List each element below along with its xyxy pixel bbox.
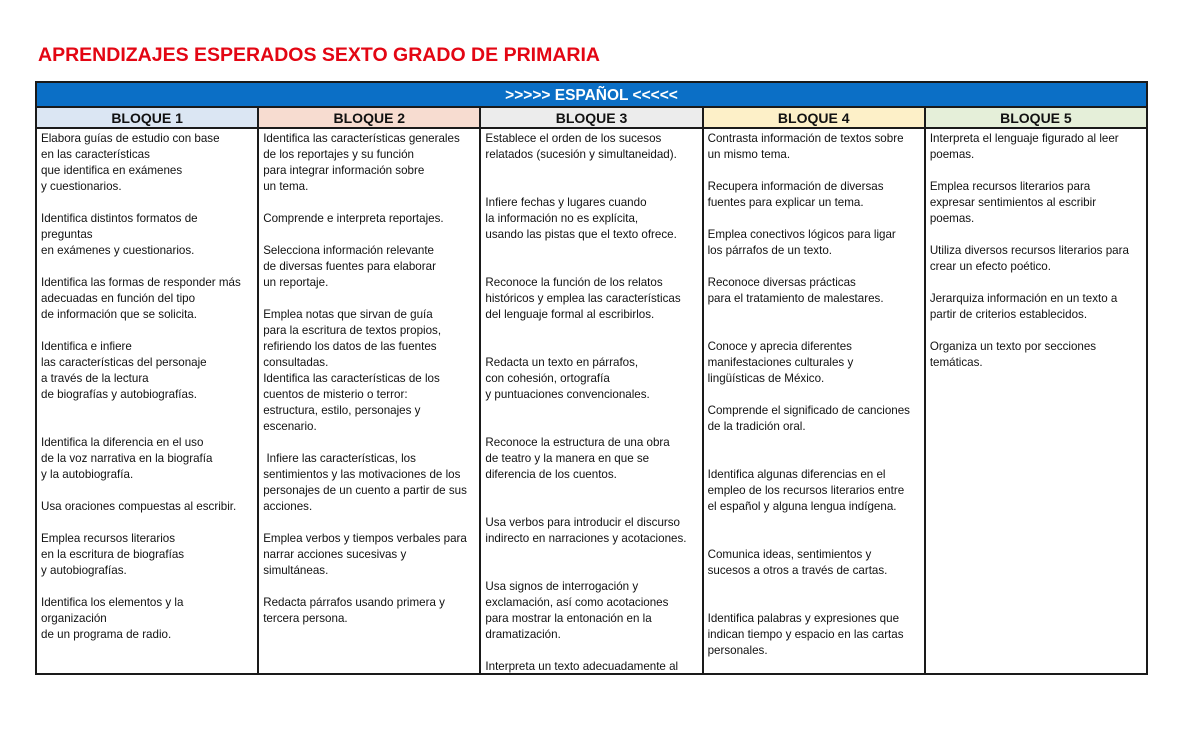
bloque-4-content: Contrasta información de textos sobre un mismo tema. Recupera información de diversas fuentes para explicar un tema. Emplea conectivos lógicos para ligar los párrafos de un texto. Reconoce diversas prácticas para el tratamiento de malestares. Conoce y aprecia diferentes manifestaciones culturales y lingüísticas de México. Comprende el significado de canciones de la tradición oral. Identifica algunas diferencias en el empleo de los recursos literarios entre el español y alguna lengua indígena. Comunica ideas, sentimientos y sucesos a otros a través de cartas. Identifica palabras y expresiones que indican tiempo y espacio en las cartas personales. <box>707 132 910 657</box>
bloque-1-header: BLOQUE 1 <box>37 108 257 129</box>
bloques-row <box>37 108 1146 673</box>
bloque-1-content: Elabora guías de estudio con base en las características que identifica en exámenes y cuestionarios. Identifica distintos formatos de preguntas en exámenes y cuestionarios. Identifica las formas de responder más adecuadas en función del tipo de información que se solicita. Identifica e infiere las características del personaje a través de la lectura de biografías y autobiografías. Identifica la diferencia en el uso de la voz narrativa en la biografía y la autobiografía. Usa oraciones compuestas al escribir. Emplea recursos literarios en la escritura de biografías y autobiografías. Identifica los elementos y la organización de un programa de radio. <box>41 132 241 641</box>
bloque-4-column <box>704 108 926 673</box>
bloque-5-content: Interpreta el lenguaje figurado al leer poemas. Emplea recursos literarios para expresar sentimientos al escribir poemas. Utiliza diversos recursos literarios para crear un efecto poético. Jerarquiza información en un texto a partir de criterios establecidos. Organiza un texto por secciones temáticas. <box>929 132 1129 369</box>
bloque-2-column <box>259 108 481 673</box>
bloque-3-column <box>481 108 703 673</box>
bloque-5-header: BLOQUE 5 <box>926 108 1146 129</box>
bloque-4-header: BLOQUE 4 <box>704 108 924 129</box>
bloque-3-content: Establece el orden de los sucesos relatados (sucesión y simultaneidad). Infiere fechas y lugares cuando la información no es explícita, usando las pistas que el texto ofrece. Reconoce la función de los relatos históricos y emplea las características del lenguaje formal al escribirlos. Redacta un texto en párrafos, con cohesión, ortografía y puntuaciones convencionales. Reconoce la estructura de una obra de teatro y la manera en que se diferencia de los cuentos. Usa verbos para introducir el discurso indirecto en narraciones y acotaciones. Usa signos de interrogación y exclamación, así como acotaciones para mostrar la entonación en la dramatización. Interpreta un texto adecuadamente al <box>485 132 687 673</box>
bloque-2-content: Identifica las características generales de los reportajes y su función para integrar información sobre un tema. Comprende e interpreta reportajes. Selecciona información relevante de diversas fuentes para elaborar un reportaje. Emplea notas que sirvan de guía para la escritura de textos propios, refiriendo los datos de las fuentes consultadas. Identifica las características de los cuentos de misterio o terror: estructura, estilo, personajes y escenario. Infiere las características, los sentimientos y las motivaciones de los personajes de un cuento a partir de sus acciones. Emplea verbos y tiempos verbales para narrar acciones sucesivas y simultáneas. Redacta párrafos usando primera y tercera persona. <box>263 132 467 625</box>
subject-header: >>>>> ESPAÑOL <<<<< <box>37 83 1146 108</box>
bloque-1-column <box>37 108 259 673</box>
bloque-5-column <box>926 108 1146 673</box>
bloque-2-header: BLOQUE 2 <box>259 108 479 129</box>
learning-table <box>35 81 1148 675</box>
page-title: APRENDIZAJES ESPERADOS SEXTO GRADO DE PRIMARIA <box>38 44 600 66</box>
bloque-3-header: BLOQUE 3 <box>481 108 701 129</box>
